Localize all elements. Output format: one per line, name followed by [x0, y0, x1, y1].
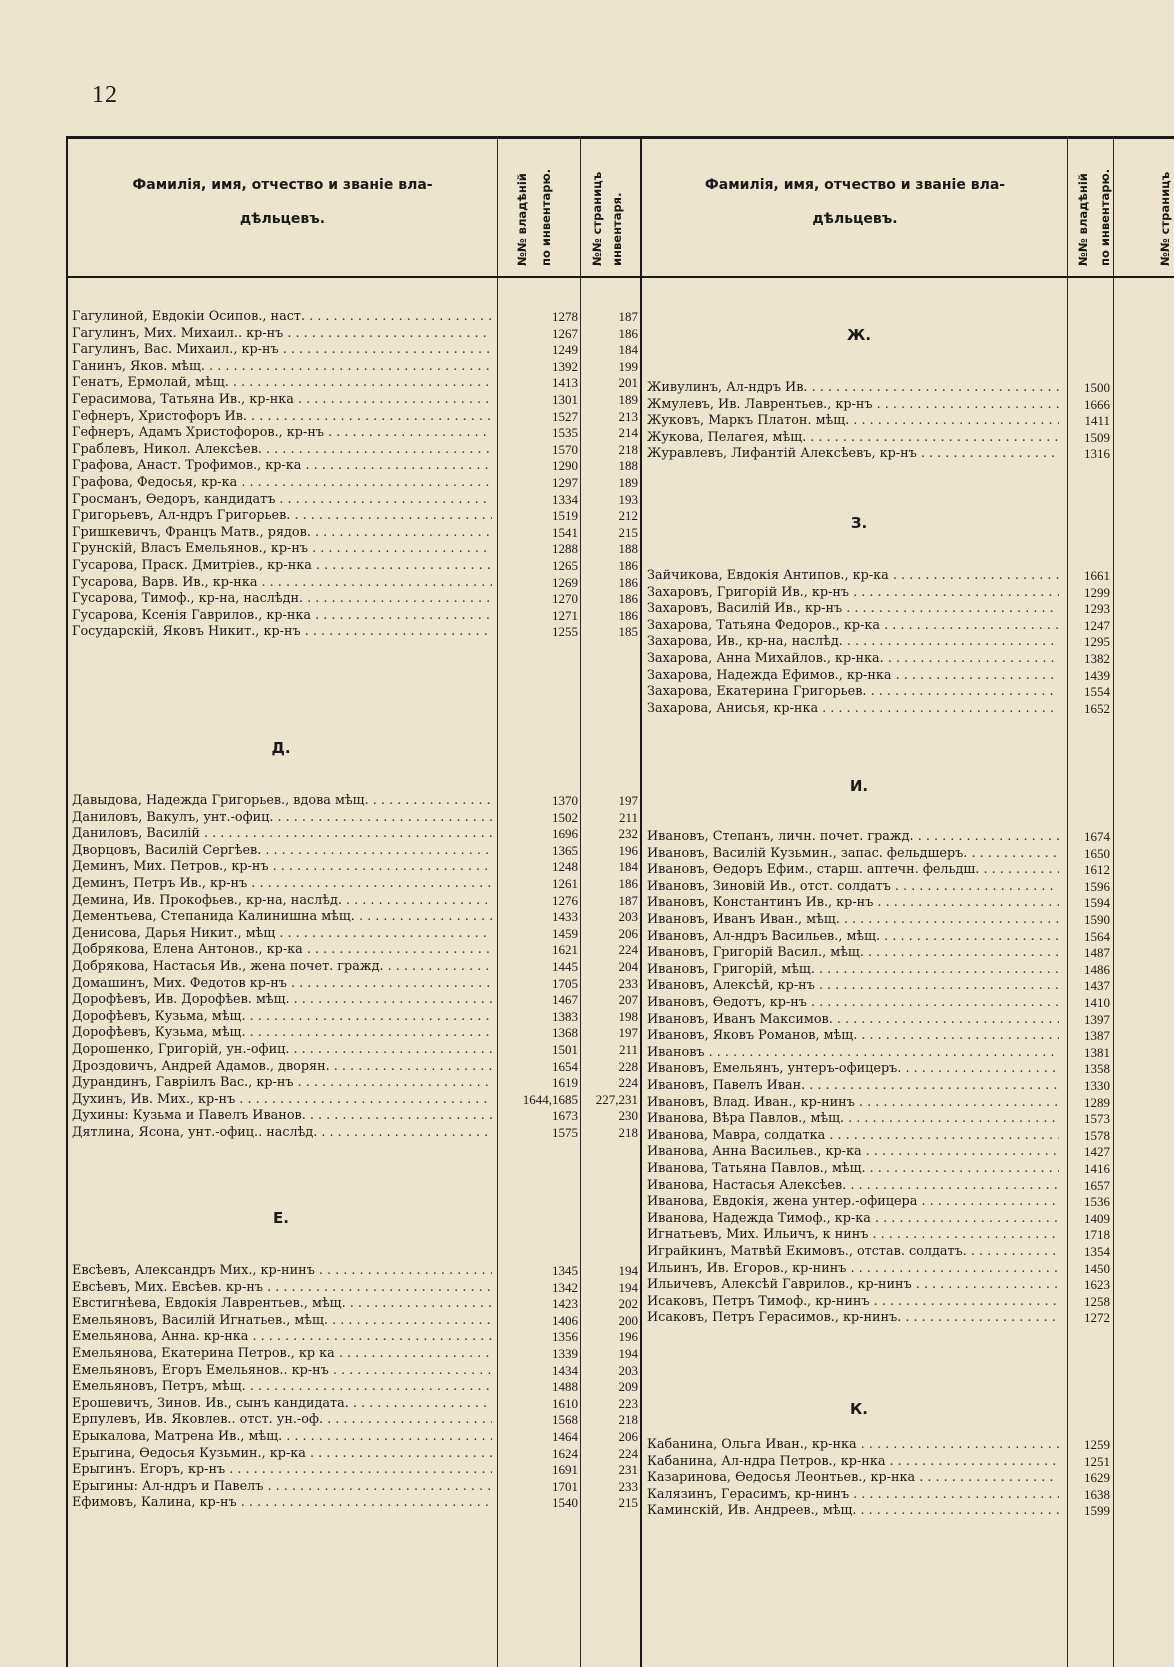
owner-name: Ивановъ, Григорій, мѣщ. . . . [647, 961, 1059, 978]
owner-name: Захарова, Екатерина Григорьев. . . . [647, 683, 1059, 700]
owner-name: Исаковъ, Петръ Тимоф., кр-нинъ . . . [647, 1293, 1059, 1310]
holding-number: 1488 [552, 1379, 578, 1395]
holding-number: 1623 [1084, 1277, 1110, 1293]
inventory-page: 188 [618, 541, 638, 557]
holding-number: 1445 [552, 959, 578, 974]
owner-name: Гросманъ, Ѳедоръ, кандидатъ . . . [72, 491, 492, 508]
owner-name: Дроздовичъ, Андрей Адамов., дворян. . . . [72, 1058, 492, 1075]
owner-name: Каминскій, Ив. Андреев., мѣщ. . . . [647, 1502, 1059, 1519]
holding-number: 1568 [552, 1412, 578, 1428]
owner-name: Ивановъ, Григорій Васил., мѣщ. . . . [647, 944, 1059, 961]
inventory-page: 218 [618, 1125, 638, 1140]
holding-number: 1293 [1084, 601, 1110, 617]
inventory-page: 230 [618, 1108, 638, 1124]
inventory-page: 206 [618, 1429, 638, 1444]
owner-name: Графова, Анаст. Трофимов., кр-ка . . . [72, 457, 492, 474]
inventory-page: 189 [618, 392, 638, 407]
inventory-page: 215 [618, 1495, 638, 1511]
inventory-page: 224 [618, 1445, 638, 1461]
owner-name: Емельянова, Анна. кр-нка . . . [72, 1328, 492, 1345]
owner-name: Добрякова, Настасья Ив., жена почет. гражд. . . . [72, 958, 492, 975]
holding-number: 1387 [1084, 1028, 1110, 1044]
holding-number: 1612 [1084, 862, 1110, 878]
right-col-holdings-header [1076, 169, 1112, 266]
holding-number: 1701 [552, 1478, 578, 1494]
owner-name: Исаковъ, Петръ Герасимов., кр-нинъ. . . . [647, 1309, 1059, 1326]
section-heading-i: И. [849, 777, 869, 795]
owner-name: Игнатьевъ, Мих. Ильичъ, к нинъ . . . [647, 1226, 1059, 1243]
inventory-page: 187 [618, 892, 638, 908]
holding-number: 1248 [552, 859, 578, 875]
holding-number: 1270 [552, 591, 578, 607]
column-rule [640, 136, 642, 1667]
owner-name: Ерыгина, Ѳедосья Кузьмин., кр-ка . . . [72, 1445, 492, 1462]
column-rule [1113, 136, 1114, 1667]
col-pages-line2: инвентаря. [610, 192, 624, 266]
inventory-page: 211 [618, 1042, 638, 1057]
owner-name: Емельяновъ, Петръ, мѣщ. . . . [72, 1378, 492, 1395]
holding-number: 1295 [1084, 634, 1110, 650]
owner-name: Графова, Федосья, кр-ка . . . [72, 474, 492, 491]
holding-number: 1278 [552, 309, 578, 324]
inventory-page: 207 [618, 992, 638, 1008]
inventory-page: 184 [618, 342, 638, 358]
holding-number: 1269 [552, 574, 578, 590]
inventory-page: 196 [618, 1329, 638, 1345]
inventory-page: 228 [618, 1058, 638, 1074]
inventory-page: 187 [618, 309, 638, 324]
holding-number: 1411 [1084, 413, 1110, 429]
holding-number: 1382 [1084, 651, 1110, 666]
owner-name: Гусарова, Тимоф., кр-на, наслѣдн. . . . [72, 590, 492, 607]
col-pages-line1: №№ страницъ [590, 171, 604, 266]
owner-name: Казаринова, Ѳедосья Леонтьев., кр-нка . . . [647, 1469, 1059, 1486]
holding-number: 1573 [1084, 1111, 1110, 1127]
column-rule [497, 136, 498, 1667]
holding-number: 1339 [552, 1346, 578, 1361]
owner-name: Журавлевъ, Лифантій Алексѣевъ, кр-нъ . . . [647, 445, 1059, 462]
holding-number: 1621 [552, 942, 578, 958]
inventory-page: 231 [618, 1462, 638, 1478]
inventory-page: 211 [618, 809, 638, 825]
inventory-page: 198 [618, 1008, 638, 1024]
holding-number: 1434 [552, 1362, 578, 1378]
owner-name: Гагулиной, Евдокіи Осипов., наст. . . . [72, 308, 492, 325]
inventory-page: 197 [618, 1025, 638, 1041]
section-heading-k: К. [850, 1400, 868, 1418]
holding-number: 1358 [1084, 1061, 1110, 1077]
owner-name: Жукова, Пелагея, мѣщ. . . . [647, 429, 1059, 446]
owner-name: Ивановъ, Зиновій Ив., отст. солдатъ . . . [647, 878, 1059, 895]
inventory-page: 184 [618, 859, 638, 875]
owner-name: Ивановъ, Влад. Иван., кр-нинъ . . . [647, 1094, 1059, 1111]
left-header-line1: Фамилія, имя, отчество и званіе вла- [132, 177, 433, 193]
owner-name: Дорошенко, Григорій, ун.-офиц. . . . [72, 1041, 492, 1058]
owner-name: Гагулинъ, Мих. Михаил.. кр-нъ . . . [72, 325, 492, 342]
holding-number: 1258 [1084, 1293, 1110, 1309]
header-divider [66, 276, 1174, 278]
inventory-page: 233 [618, 1478, 638, 1494]
holding-number: 1272 [1084, 1310, 1110, 1326]
owner-name: Захарова, Анисья, кр-нка . . . [647, 700, 1059, 717]
holding-number: 1397 [1084, 1011, 1110, 1027]
owner-name: Ильичевъ, Алексѣй Гаврилов., кр-нинъ . . . [647, 1276, 1059, 1293]
owner-name: Деминъ, Мих. Петров., кр-нъ . . . [72, 858, 492, 875]
holding-number: 1464 [552, 1429, 578, 1444]
holding-number: 1433 [552, 909, 578, 925]
owner-name: Ивановъ, Иванъ Максимов. . . . [647, 1011, 1059, 1028]
owner-name: Дворцовъ, Василій Сергѣев. . . . [72, 842, 492, 859]
holding-number: 1500 [1084, 380, 1110, 395]
inventory-page: 203 [618, 1362, 638, 1378]
holding-number: 1261 [552, 876, 578, 891]
holding-number: 1289 [1084, 1094, 1110, 1110]
owner-name: Захаровъ, Григорій Ив., кр-нъ . . . [647, 584, 1059, 601]
owner-name: Генатъ, Ермолай, мѣщ. . . . [72, 374, 492, 391]
right-col-holdings-line1: №№ владѣній [1076, 173, 1090, 266]
inventory-page: 188 [618, 458, 638, 474]
inventory-page: 218 [618, 441, 638, 457]
holding-number: 1271 [552, 607, 578, 623]
holding-number: 1406 [552, 1312, 578, 1328]
inventory-page: 189 [618, 475, 638, 490]
right-header-line1: Фамилія, имя, отчество и званіе вла- [704, 177, 1006, 193]
holding-number: 1536 [1084, 1194, 1110, 1210]
holding-number: 1652 [1084, 700, 1110, 716]
left-header-title [70, 168, 495, 236]
holding-number: 1251 [1084, 1453, 1110, 1469]
owner-name: Жмулевъ, Ив. Лаврентьев., кр-нъ . . . [647, 396, 1059, 413]
holding-number: 1705 [552, 975, 578, 991]
inventory-page: 196 [618, 842, 638, 858]
holding-number: 1540 [552, 1495, 578, 1511]
owner-name: Дорофѣевъ, Кузьма, мѣщ. . . . [72, 1024, 492, 1041]
holding-number: 1413 [552, 375, 578, 391]
owner-name: Гефнеръ, Адамъ Христофоров., кр-нъ . . . [72, 424, 492, 441]
owner-name: Евсѣевъ, Александръ Мих., кр-нинъ . . . [72, 1262, 492, 1279]
holding-number: 1590 [1084, 912, 1110, 927]
owner-name: Ивановъ, Василій Кузьмин., запас. фельдшеръ. . . . [647, 845, 1059, 862]
owner-name: Гагулинъ, Вас. Михаил., кр-нъ . . . [72, 341, 492, 358]
inventory-page: 186 [618, 607, 638, 623]
inventory-page: 193 [618, 491, 638, 507]
owner-name: Даниловъ, Василій . . . [72, 825, 492, 842]
inventory-page: 224 [618, 1075, 638, 1091]
inventory-page: 200 [618, 1312, 638, 1328]
col-holdings-header [515, 169, 553, 266]
holding-number: 1450 [1084, 1260, 1110, 1276]
column-rule [580, 136, 581, 1667]
left-header-line2: дѣльцевъ. [239, 211, 326, 227]
right-header-line2: дѣльцевъ. [812, 211, 898, 227]
holding-number: 1624 [552, 1445, 578, 1461]
holding-number: 1330 [1084, 1078, 1110, 1093]
owner-name: Ерыгины: Ал-ндръ и Павелъ . . . [72, 1478, 492, 1495]
holding-number: 1619 [552, 1075, 578, 1091]
holding-number: 1691 [552, 1462, 578, 1478]
section-heading-zh: Ж. [846, 326, 872, 344]
owner-name: Ганинъ, Яков. мѣщ. . . . [72, 358, 492, 375]
owner-name: Иванова, Настасья Алексѣев. . . . [647, 1177, 1059, 1194]
owner-name: Жуковъ, Маркъ Платон. мѣщ. . . . [647, 412, 1059, 429]
holding-number: 1267 [552, 325, 578, 341]
holding-number: 1356 [552, 1329, 578, 1345]
inventory-page: 212 [618, 508, 638, 524]
owner-name: Калязинъ, Герасимъ, кр-нинъ . . . [647, 1486, 1059, 1503]
inventory-page: 194 [618, 1279, 638, 1295]
owner-name: Ерыкалова, Матрена Ив., мѣщ. . . . [72, 1428, 492, 1445]
inventory-page: 218 [618, 1412, 638, 1428]
holding-number: 1459 [552, 925, 578, 941]
inventory-page: 227,231 [595, 1091, 638, 1107]
holding-number: 1423 [552, 1296, 578, 1312]
right-col-pages-line1: №№ страницъ [1158, 171, 1172, 266]
owner-name: Иванова, Вѣра Павлов., мѣщ. . . . [647, 1110, 1059, 1127]
holding-number: 1290 [552, 458, 578, 474]
holding-number: 1265 [552, 558, 578, 573]
holding-number: 1575 [552, 1125, 578, 1140]
holding-number: 1381 [1084, 1044, 1110, 1060]
owner-name: Кабанина, Ольга Иван., кр-нка . . . [647, 1436, 1059, 1453]
holding-number: 1674 [1084, 829, 1110, 844]
owner-name: Иванова, Евдокія, жена унтер.-офицера . . . [647, 1193, 1059, 1210]
owner-name: Иванова, Надежда Тимоф., кр-ка . . . [647, 1210, 1059, 1227]
owner-name: Дурандинъ, Гавріилъ Вас., кр-нъ . . . [72, 1074, 492, 1091]
holding-number: 1666 [1084, 396, 1110, 412]
inventory-page: 232 [618, 826, 638, 842]
holding-number: 1610 [552, 1395, 578, 1411]
owner-name: Давыдова, Надежда Григорьев., вдова мѣщ. . . . [72, 792, 492, 809]
holding-number: 1644,1685 [522, 1091, 578, 1107]
right-col-pages-header [1158, 172, 1172, 266]
holding-number: 1596 [1084, 878, 1110, 894]
owner-name: Иванова, Татьяна Павлов., мѣщ. . . . [647, 1160, 1059, 1177]
inventory-page: 203 [618, 909, 638, 925]
holding-number: 1535 [552, 425, 578, 441]
holding-number: 1299 [1084, 584, 1110, 600]
inventory-page: 206 [618, 925, 638, 941]
holding-number: 1578 [1084, 1127, 1110, 1143]
holding-number: 1527 [552, 408, 578, 424]
holding-number: 1501 [552, 1042, 578, 1057]
inventory-page: 202 [618, 1296, 638, 1312]
owner-name: Грунскій, Власъ Емельянов., кр-нъ . . . [72, 540, 492, 557]
inventory-page: 194 [618, 1346, 638, 1361]
holding-number: 1487 [1084, 945, 1110, 961]
holding-number: 1249 [552, 342, 578, 358]
owner-name: Ивановъ, Яковъ Романов, мѣщ. . . . [647, 1027, 1059, 1044]
inventory-page: 201 [618, 375, 638, 391]
inventory-page: 209 [618, 1379, 638, 1395]
owner-name: Ивановъ, Емельянъ, унтеръ-офицеръ. . . . [647, 1060, 1059, 1077]
holding-number: 1502 [552, 809, 578, 825]
col-pages-header [590, 172, 624, 266]
holding-number: 1718 [1084, 1227, 1110, 1243]
owner-name: Ерпулевъ, Ив. Яковлев.. отст. ун.-оф. . . . [72, 1411, 492, 1428]
owner-name: Ивановъ, Павелъ Иван. . . . [647, 1077, 1059, 1094]
owner-name: Денисова, Дарья Никит., мѣщ . . . [72, 925, 492, 942]
inventory-page: 199 [618, 358, 638, 374]
owner-name: Домашинъ, Мих. Федотов кр-нъ . . . [72, 975, 492, 992]
holding-number: 1365 [552, 842, 578, 858]
holding-number: 1564 [1084, 928, 1110, 944]
holding-number: 1657 [1084, 1177, 1110, 1193]
holding-number: 1342 [552, 1279, 578, 1295]
inventory-page: 223 [618, 1395, 638, 1411]
owner-name: Дорофѣевъ, Ив. Дорофѣев. мѣщ. . . . [72, 991, 492, 1008]
col-holdings-line1: №№ владѣній [515, 173, 529, 266]
right-header-title [646, 168, 1064, 236]
owner-name: Ивановъ, Ал-ндръ Васильев., мѣщ. . . . [647, 928, 1059, 945]
owner-name: Гришкевичъ, Францъ Матв., рядов. . . . [72, 524, 492, 541]
section-heading-d: Д. [271, 739, 291, 757]
owner-name: Ивановъ, Степанъ, личн. почет. гражд. . . . [647, 828, 1059, 845]
owner-name: Гусарова, Праск. Дмитріев., кр-нка . . . [72, 557, 492, 574]
inventory-page: 224 [618, 942, 638, 958]
owner-name: Дятлина, Ясона, унт.-офиц.. наслѣд. . . . [72, 1124, 492, 1141]
section-heading-z: З. [850, 514, 868, 532]
owner-name: Кабанина, Ал-ндра Петров., кр-нка . . . [647, 1453, 1059, 1470]
owner-name: Ерошевичъ, Зинов. Ив., сынъ кандидата. . . . [72, 1395, 492, 1412]
owner-name: Евсѣевъ, Мих. Евсѣев. кр-нъ . . . [72, 1279, 492, 1296]
holding-number: 1661 [1084, 568, 1110, 583]
owner-name: Духины: Кузьма и Павелъ Иванов. . . . [72, 1107, 492, 1124]
holding-number: 1288 [552, 541, 578, 557]
owner-name: Живулинъ, Ал-ндръ Ив. . . . [647, 379, 1059, 396]
owner-name: Демина, Ив. Прокофьев., кр-на, наслѣд. . . . [72, 892, 492, 909]
inventory-page: 186 [618, 558, 638, 573]
owner-name: Захарова, Ив., кр-на, наслѣд. . . . [647, 633, 1059, 650]
holding-number: 1301 [552, 392, 578, 407]
owner-name: Захаровъ, Василій Ив., кр-нъ . . . [647, 600, 1059, 617]
holding-number: 1416 [1084, 1161, 1110, 1176]
owner-name: Дорофѣевъ, Кузьма, мѣщ. . . . [72, 1008, 492, 1025]
holding-number: 1467 [552, 992, 578, 1008]
owner-name: Даниловъ, Вакулъ, унт.-офиц. . . . [72, 809, 492, 826]
holding-number: 1247 [1084, 617, 1110, 633]
owner-name: Емельянова, Екатерина Петров., кр ка . . . [72, 1345, 492, 1362]
owner-name: Ильинъ, Ив. Егоров., кр-нинъ . . . [647, 1260, 1059, 1277]
owner-name: Гусарова, Ксенія Гаврилов., кр-нка . . . [72, 607, 492, 624]
holding-number: 1354 [1084, 1244, 1110, 1259]
holding-number: 1629 [1084, 1470, 1110, 1486]
holding-number: 1554 [1084, 684, 1110, 700]
holding-number: 1541 [552, 524, 578, 540]
inventory-page: 233 [618, 975, 638, 991]
owner-name: Граблевъ, Никол. Алексѣев. . . . [72, 441, 492, 458]
owner-name: Емельяновъ, Василій Игнатьев., мѣщ. . . . [72, 1312, 492, 1329]
owner-name: Ивановъ, Алексѣй, кр-нъ . . . [647, 977, 1059, 994]
owner-name: Деминъ, Петръ Ив., кр-нъ . . . [72, 875, 492, 892]
owner-name: Добрякова, Елена Антонов., кр-ка . . . [72, 941, 492, 958]
inventory-page: 186 [618, 574, 638, 590]
owner-name: Гефнеръ, Христофоръ Ив. . . . [72, 408, 492, 425]
holding-number: 1410 [1084, 995, 1110, 1010]
inventory-page: 215 [618, 524, 638, 540]
owner-name: Играйкинъ, Матвѣй Екимовъ., отстав. солдатъ. . . . [647, 1243, 1059, 1260]
inventory-page: 186 [618, 325, 638, 341]
holding-number: 1437 [1084, 978, 1110, 994]
holding-number: 1570 [552, 441, 578, 457]
col-holdings-line2: по инвентарю. [539, 168, 553, 266]
owner-name: Ивановъ, Иванъ Иван., мѣщ. . . . [647, 911, 1059, 928]
inventory-page: 194 [618, 1263, 638, 1278]
holding-number: 1509 [1084, 429, 1110, 445]
holding-number: 1334 [552, 491, 578, 507]
owner-name: Евстигнѣева, Евдокія Лаврентьев., мѣщ. . . . [72, 1295, 492, 1312]
column-rule [1067, 136, 1068, 1667]
owner-name: Ивановъ, Константинъ Ив., кр-нъ . . . [647, 894, 1059, 911]
right-col-holdings-line2: по инвентарю. [1098, 168, 1112, 266]
holding-number: 1392 [552, 358, 578, 374]
owner-name: Ефимовъ, Калина, кр-нъ . . . [72, 1494, 492, 1511]
owner-name: Ивановъ, Ѳедоръ Ефим., старш. аптечн. фельдш. . . . [647, 861, 1059, 878]
holding-number: 1486 [1084, 961, 1110, 977]
inventory-page: 186 [618, 876, 638, 891]
holding-number: 1594 [1084, 895, 1110, 911]
owner-name: Государскій, Яковъ Никит., кр-нъ . . . [72, 623, 492, 640]
holding-number: 1297 [552, 475, 578, 490]
holding-number: 1255 [552, 624, 578, 640]
owner-name: Духинъ, Ив. Мих., кр-нъ . . . [72, 1091, 492, 1108]
holding-number: 1276 [552, 892, 578, 908]
owner-name: Захарова, Анна Михайлов., кр-нка. . . . [647, 650, 1059, 667]
holding-number: 1345 [552, 1263, 578, 1278]
inventory-page: 214 [618, 425, 638, 441]
inventory-page: 204 [618, 959, 638, 974]
holding-number: 1370 [552, 793, 578, 808]
holding-number: 1673 [552, 1108, 578, 1124]
holding-number: 1638 [1084, 1486, 1110, 1502]
holding-number: 1427 [1084, 1144, 1110, 1160]
holding-number: 1519 [552, 508, 578, 524]
owner-name: Дементьева, Степанида Калинишна мѣщ. . . . [72, 908, 492, 925]
owner-name: Иванова, Мавра, солдатка . . . [647, 1127, 1059, 1144]
holding-number: 1599 [1084, 1503, 1110, 1519]
inventory-page: 186 [618, 591, 638, 607]
owner-name: Герасимова, Татьяна Ив., кр-нка . . . [72, 391, 492, 408]
owner-name: Захарова, Татьяна Федоров., кр-ка . . . [647, 617, 1059, 634]
owner-name: Григорьевъ, Ал-ндръ Григорьев. . . . [72, 507, 492, 524]
inventory-page: 197 [618, 793, 638, 808]
owner-name: Гусарова, Варв. Ив., кр-нка . . . [72, 574, 492, 591]
page-number: 12 [92, 82, 118, 108]
holding-number: 1259 [1084, 1437, 1110, 1452]
holding-number: 1368 [552, 1025, 578, 1041]
holding-number: 1654 [552, 1058, 578, 1074]
holding-number: 1409 [1084, 1210, 1110, 1226]
owner-name: Захарова, Надежда Ефимов., кр-нка . . . [647, 667, 1059, 684]
owner-name: Иванова, Анна Васильев., кр-ка . . . [647, 1143, 1059, 1160]
holding-number: 1696 [552, 826, 578, 842]
holding-number: 1439 [1084, 667, 1110, 683]
owner-name: Зайчикова, Евдокія Антипов., кр-ка . . . [647, 567, 1059, 584]
holding-number: 1383 [552, 1008, 578, 1024]
holding-number: 1316 [1084, 446, 1110, 462]
section-heading-e: Е. [273, 1209, 289, 1227]
inventory-page: 213 [618, 408, 638, 424]
owner-name: Ивановъ, Ѳедотъ, кр-нъ . . . [647, 994, 1059, 1011]
holding-number: 1650 [1084, 845, 1110, 861]
owner-name: Емельяновъ, Егоръ Емельянов.. кр-нъ . . . [72, 1362, 492, 1379]
owner-name: Ивановъ . . . [647, 1044, 1059, 1061]
inventory-page: 185 [618, 624, 638, 640]
owner-name: Ерыгинъ. Егоръ, кр-нъ . . . [72, 1461, 492, 1478]
